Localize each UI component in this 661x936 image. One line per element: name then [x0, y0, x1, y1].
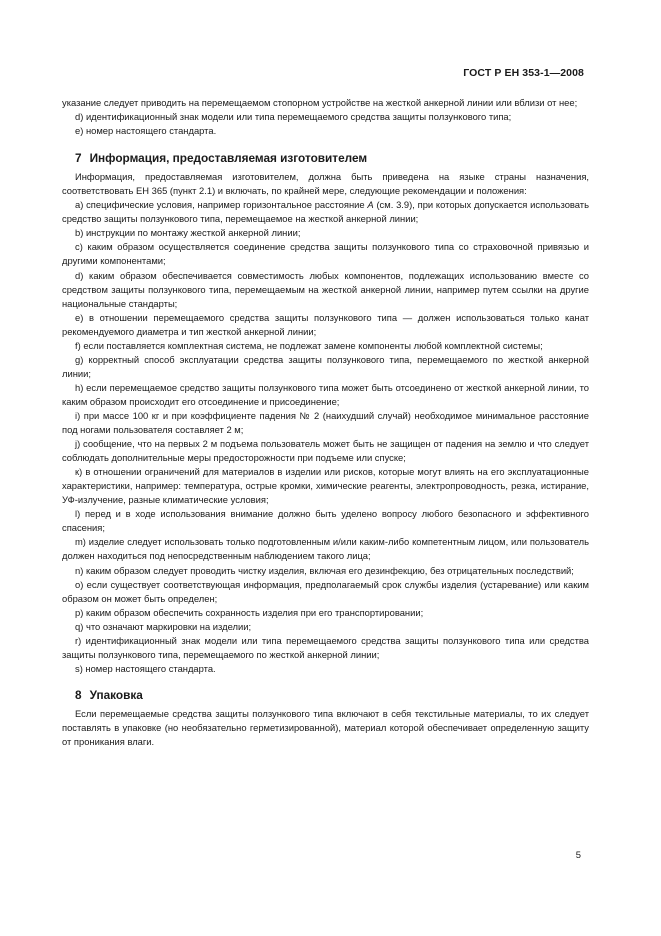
section-7-item: d) каким образом обеспечивается совместимость любых компонентов, подлежащих использованию вместе со средством защиты ползункового типа, перемещаемым на жесткой анкерной линии, например путем ссылки на другие национальные стандарты; [62, 269, 589, 309]
section-7-item: p) каким образом обеспечить сохранность изделия при его транспортировании; [75, 606, 424, 618]
section-8-text: Если перемещаемые средства защиты ползункового типа включают в себя текстильные материалы, то их следует поставлять в упаковке (но необязательно герметизированной), материал которой обеспечивает определенную защиту от проникания влаги. [62, 707, 589, 748]
section-8-title: Упаковка [89, 687, 143, 702]
section-7-item: l) перед и в ходе использования внимание должно быть уделено вопросу любого безопасного и эффективного спасения; [62, 508, 589, 534]
section-7-item: f) если поставляется комплектная система, не подлежат замене компоненты любой комплектной системы; [75, 339, 543, 351]
section-7-item: q) что означают маркировки на изделии; [75, 620, 252, 632]
section-7-title: Информация, предоставляемая изготовителем [89, 151, 368, 166]
section-8-number: 8 [75, 687, 82, 702]
section-7-item: e) в отношении перемещаемого средства защиты ползункового типа — должен использоваться только канат рекомендуемого диаметра и тип жесткой анкерной линии; [62, 311, 589, 337]
section-7-item: i) при массе 100 кг и при коэффициенте падения № 2 (наихудший случай) необходимое минимальное расстояние под ногами пользователя составляет 2 м; [62, 409, 589, 436]
section-7-item: c) каким образом осуществляется соединение средства защиты ползункового типа со страховочной привязью и другими компонентами; [62, 241, 589, 267]
variable-a: A [367, 199, 374, 211]
intro-continuation: указание следует приводить на перемещаемом стопорном устройстве на жесткой анкерной линии или вблизи от нее; [62, 97, 578, 108]
page-number: 5 [575, 849, 581, 860]
section-7-item: o) если существует соответствующая информация, предполагаемый срок службы изделия (устаревание) или каким образом он может быть определен; [62, 578, 589, 604]
document-body [62, 96, 589, 749]
document-header: ГОСТ Р ЕН 353-1—2008 [463, 67, 584, 79]
intro-item-e: e) номер настоящего стандарта. [75, 125, 217, 137]
section-7-item-a: a) специфические условия, например горизонтальное расстояние A (см. 3.9), при которых допускается использовать средство защиты ползункового типа, перемещаемое на жесткой анкерной линии; [62, 199, 589, 225]
section-7-item: h) если перемещаемое средство защиты ползункового типа может быть отсоединено от жесткой анкерной линии, то каким образом происходит его отсоединение и присоединение; [62, 381, 589, 407]
section-7-number: 7 [75, 151, 82, 166]
section-7-item: j) сообщение, что на первых 2 м подъема пользователь может быть не защищен от падения на землю и что следует соблюдать дополнительные меры предосторожности при подъеме или спуске; [62, 438, 589, 464]
section-8-heading [62, 688, 589, 702]
intro-item-d: d) идентификационный знак модели или типа перемещаемого средства защиты ползункового типа; [75, 111, 512, 123]
section-7-item: r) идентификационный знак модели или типа перемещаемого средства защиты ползункового типа или средства защиты ползункового типа, перемещаемого по жесткой анкерной линии; [62, 634, 589, 660]
section-7-item: s) номер настоящего стандарта. [75, 662, 216, 674]
section-7-item: g) корректный способ эксплуатации средства защиты ползункового типа, перемещаемого по жесткой анкерной линии; [62, 353, 589, 379]
section-7-item: b) инструкции по монтажу жесткой анкерной линии; [75, 227, 301, 239]
section-7-lead: Информация, предоставляемая изготовителем, должна быть приведена на языке страны назначения, соответствовать ЕН 365 (пункт 2.1) и включать, по крайней мере, следующие рекомендации и положения: [62, 171, 589, 197]
section-7-item: n) каким образом следует проводить чистку изделия, включая его дезинфекцию, без отрицательных последствий; [75, 564, 574, 576]
section-7-item: к) в отношении ограничений для материалов в изделии или рисков, которые могут влиять на его эксплуатационные характеристики, например: температура, острые кромки, химические реагенты, электропроводность, резка, истирание, УФ-излучение, разные климатические условия; [62, 466, 589, 506]
section-7-item: m) изделие следует использовать только подготовленным и/или каким-либо компетентным лицом, или пользователь должен находиться под непосредственным наблюдением такого лица; [62, 536, 589, 562]
section-7-heading [62, 151, 589, 165]
